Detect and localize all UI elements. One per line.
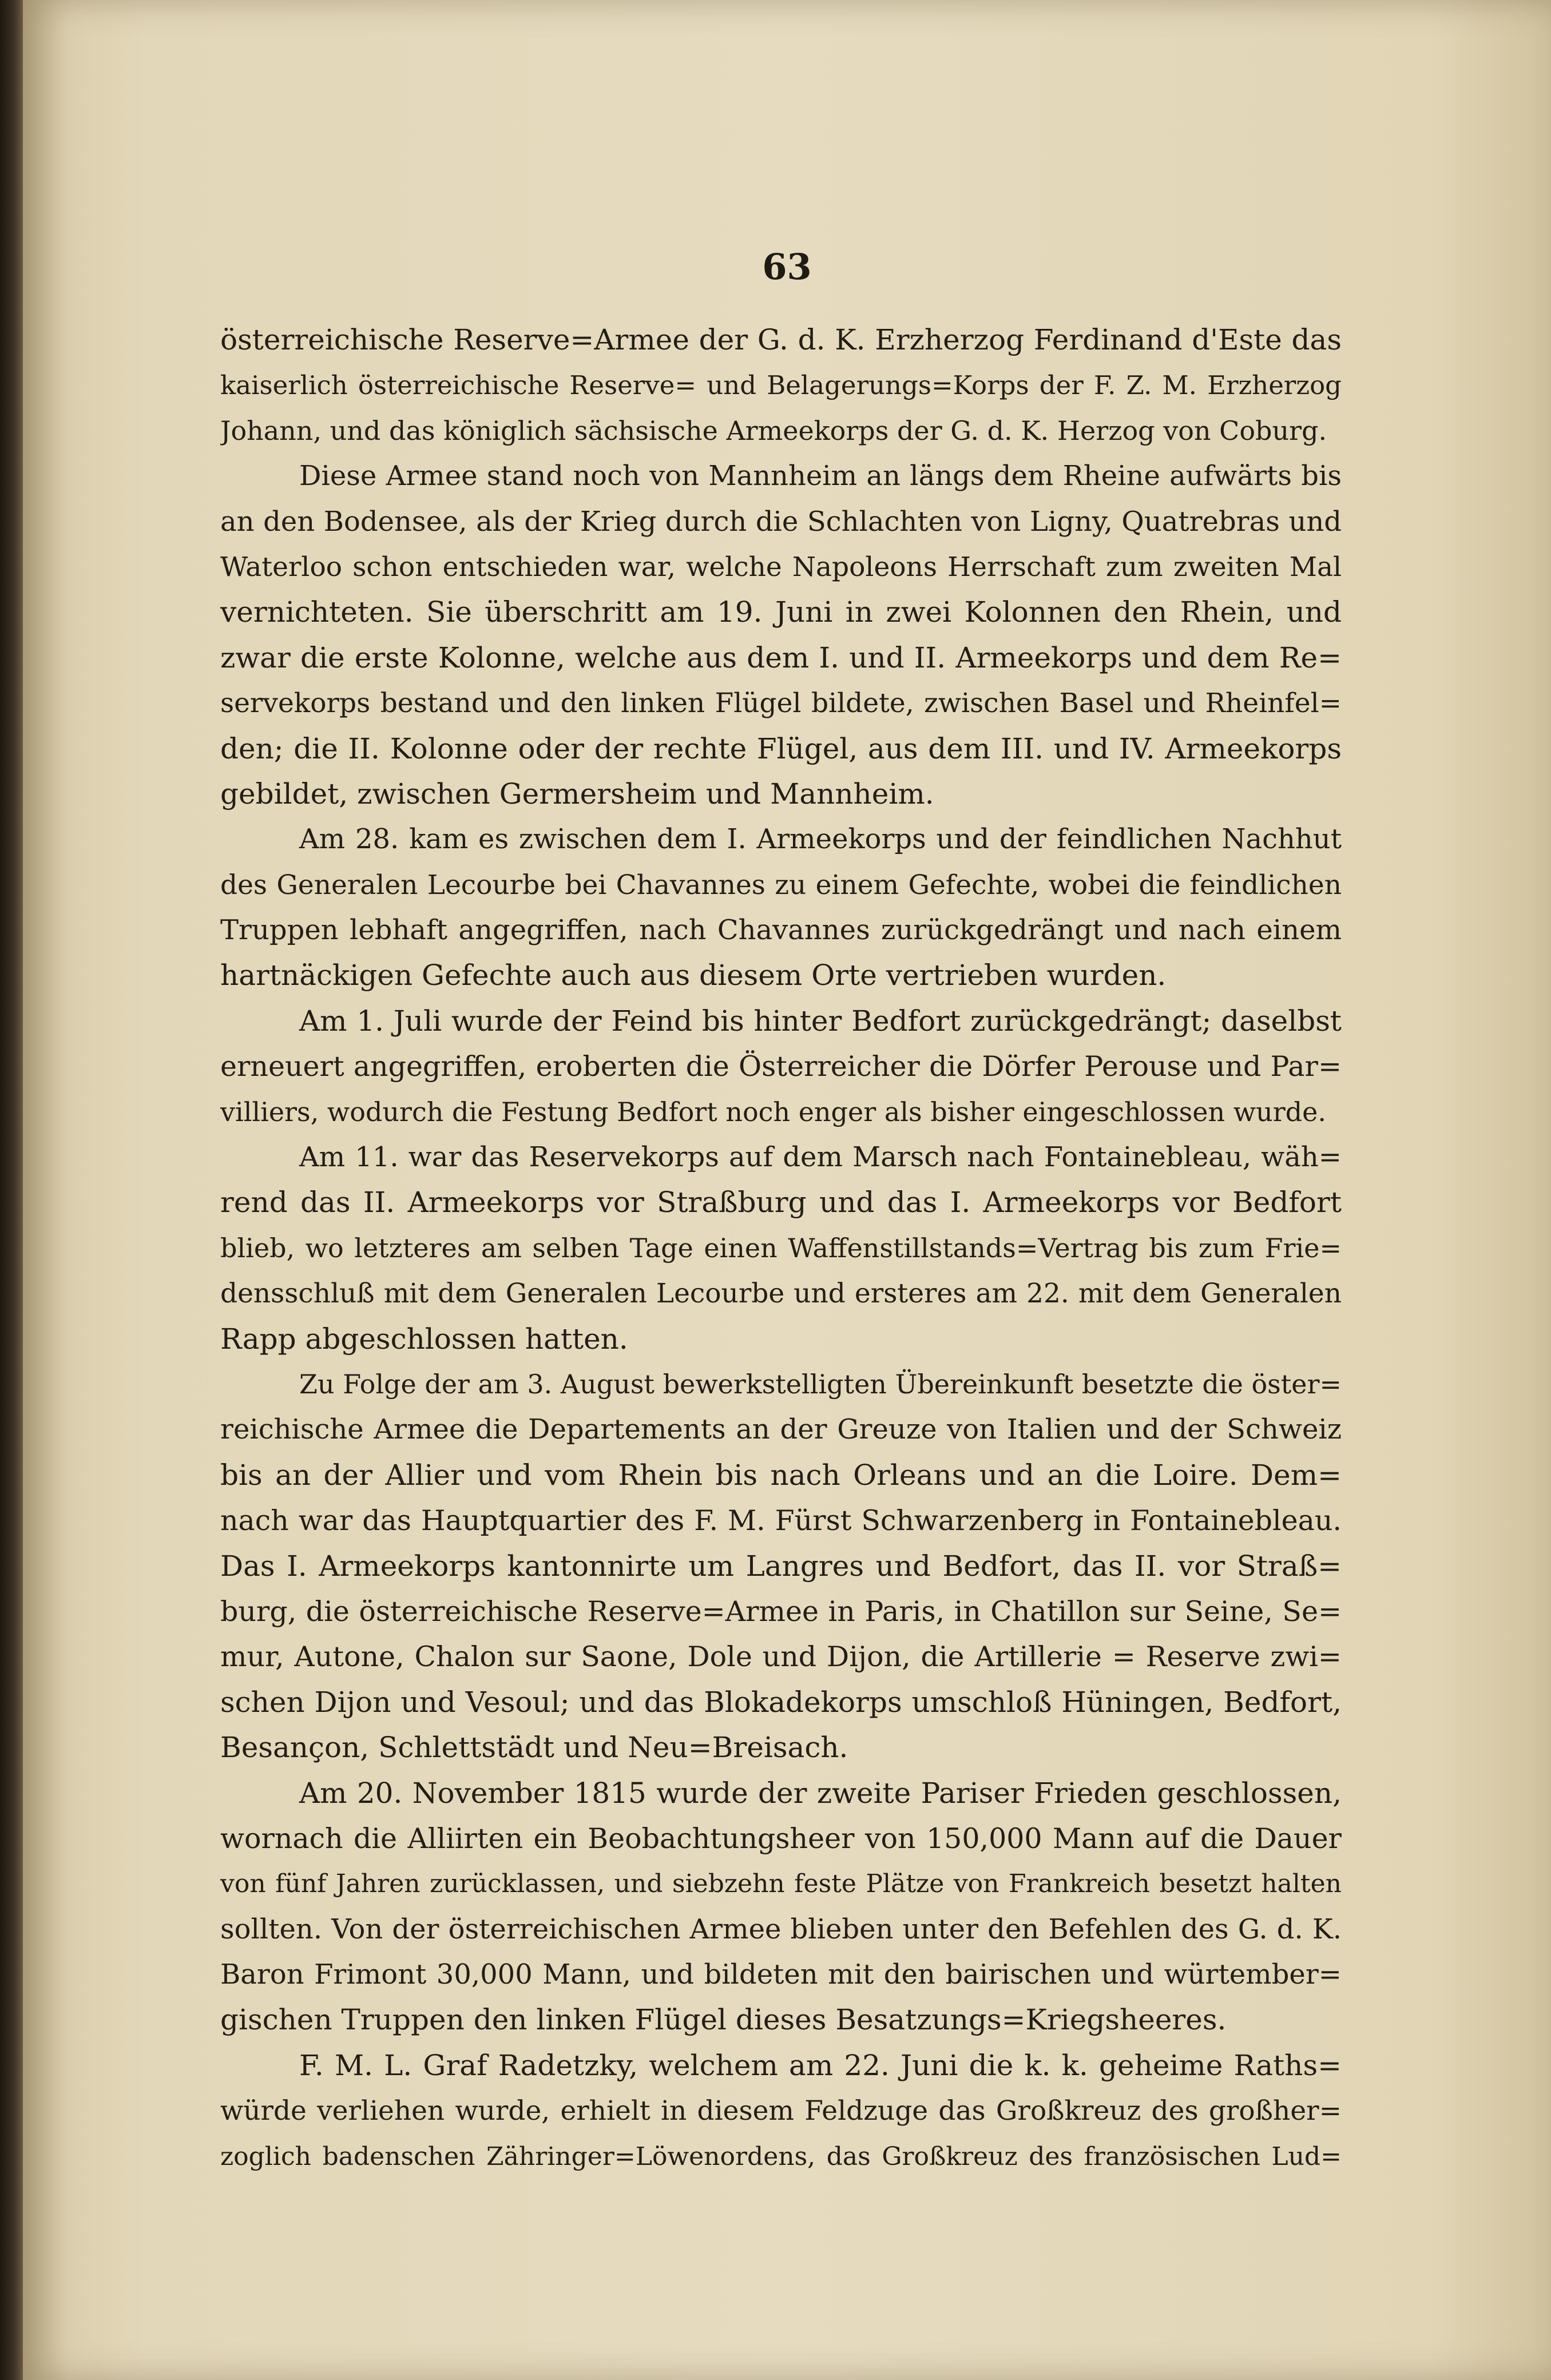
text-line: zoglich badenschen Zähringer=Löwenordens, das Großkreuz des französischen Lud=	[220, 2141, 1342, 2171]
text-line: kaiserlich österreichische Reserve= und Belagerungs=Korps der F. Z. M. Erzherzog	[220, 370, 1342, 401]
book-page	[23, 0, 1551, 2380]
text-line: wornach die Alliirten ein Beobachtungsheer von 150,000 Mann auf die Dauer	[220, 1822, 1342, 1855]
book-binding-edge	[0, 0, 23, 2380]
page-number: 63	[762, 246, 812, 288]
text-line: villiers, wodurch die Festung Bedfort noch enger als bisher eingeschlossen wurde.	[220, 1096, 1327, 1127]
paragraph	[220, 1771, 1342, 2043]
text-line: sollten. Von der österreichischen Armee blieben unter den Befehlen des G. d. K.	[220, 1913, 1342, 1945]
text-line: densschluß mit dem Generalen Lecourbe und ersteres am 22. mit dem Generalen	[220, 1278, 1342, 1310]
paragraph	[220, 1135, 1342, 1362]
text-line: Am 20. November 1815 wurde der zweite Pariser Frieden geschlossen,	[299, 1776, 1342, 1810]
text-line: an den Bodensee, als der Krieg durch die Schlachten von Ligny, Quatrebras und	[220, 505, 1342, 538]
text-line: hartnäckigen Gefechte auch aus diesem Orte vertrieben wurden.	[220, 959, 1167, 992]
paragraph	[220, 317, 1342, 454]
paragraph	[220, 454, 1342, 817]
text-line: den; die II. Kolonne oder der rechte Flügel, aus dem III. und IV. Armeekorps	[220, 732, 1342, 765]
text-line: erneuert angegriffen, eroberten die Österreicher die Dörfer Perouse und Par=	[220, 1050, 1342, 1083]
text-line: würde verliehen wurde, erhielt in diesem Feldzuge das Großkreuz des großher=	[220, 2095, 1342, 2127]
text-line: gischen Truppen den linken Flügel dieses Besatzungs=Kriegsheeres.	[220, 2003, 1227, 2037]
text-line: bis an der Allier und vom Rhein bis nach Orleans und an die Loire. Dem=	[220, 1458, 1342, 1492]
text-line: zwar die erste Kolonne, welche aus dem I. und II. Armeekorps und dem Re=	[220, 641, 1342, 674]
text-line: Am 11. war das Reservekorps auf dem Marsch nach Fontainebleau, wäh=	[299, 1141, 1342, 1174]
text-line: österreichische Reserve=Armee der G. d. K. Erzherzog Ferdinand d'Este das	[220, 323, 1342, 356]
text-line: des Generalen Lecourbe bei Chavannes zu einem Gefechte, wobei die feindlichen	[220, 869, 1342, 901]
text-line: Rapp abgeschlossen hatten.	[220, 1322, 628, 1356]
text-line: Am 1. Juli wurde der Feind bis hinter Bedfort zurückgedrängt; daselbst	[299, 1004, 1342, 1038]
text-line: Waterloo schon entschieden war, welche Napoleons Herrschaft zum zweiten Mal	[220, 551, 1342, 583]
paragraph	[220, 1362, 1342, 1771]
text-line: F. M. L. Graf Radetzky, welchem am 22. Juni die k. k. geheime Raths=	[299, 2048, 1342, 2082]
text-line: nach war das Hauptquartier des F. M. Fürst Schwarzenberg in Fontainebleau.	[220, 1504, 1342, 1537]
text-line: rend das II. Armeekorps vor Straßburg und das I. Armeekorps vor Bedfort	[220, 1186, 1342, 1219]
text-line: von fünf Jahren zurücklassen, und siebzehn feste Plätze von Frankreich besetzt halten	[220, 1869, 1342, 1899]
text-line: mur, Autone, Chalon sur Saone, Dole und Dijon, die Artillerie = Reserve zwi=	[220, 1640, 1342, 1674]
text-line: Zu Folge der am 3. August bewerkstelligten Übereinkunft besetzte die öster=	[299, 1368, 1342, 1400]
text-line: Am 28. kam es zwischen dem I. Armeekorps und der feindlichen Nachhut	[299, 823, 1342, 856]
text-line: Truppen lebhaft angegriffen, nach Chavannes zurückgedrängt und nach einem	[220, 914, 1342, 947]
paragraph	[220, 817, 1342, 999]
text-line: Baron Frimont 30,000 Mann, und bildeten mit den bairischen und würtember=	[220, 1958, 1342, 1991]
text-line: gebildet, zwischen Germersheim und Mannheim.	[220, 777, 934, 810]
paragraph	[220, 999, 1342, 1135]
text-line: vernichteten. Sie überschritt am 19. Juni in zwei Kolonnen den Rhein, und	[220, 595, 1342, 629]
text-line: Besançon, Schlettstädt und Neu=Breisach.	[220, 1731, 848, 1765]
text-line: blieb, wo letzteres am selben Tage einen Waffenstillstands=Vertrag bis zum Frie=	[220, 1232, 1342, 1263]
paragraph	[220, 2043, 1342, 2179]
text-line: reichische Armee die Departements an der Greuze von Italien und der Schweiz	[220, 1413, 1342, 1446]
text-line: Johann, und das königlich sächsische Armeekorps der G. d. K. Herzog von Coburg.	[220, 415, 1327, 446]
text-line: servekorps bestand und den linken Flügel bildete, zwischen Basel und Rheinfel=	[220, 688, 1342, 720]
body-text	[220, 317, 1342, 2179]
text-line: schen Dijon und Vesoul; und das Blokadekorps umschloß Hüningen, Bedfort,	[220, 1685, 1342, 1719]
text-line: Das I. Armeekorps kantonnirte um Langres und Bedfort, das II. vor Straß=	[220, 1549, 1342, 1583]
text-line: Diese Armee stand noch von Mannheim an längs dem Rheine aufwärts bis	[299, 460, 1342, 492]
text-line: burg, die österreichische Reserve=Armee in Paris, in Chatillon sur Seine, Se=	[220, 1595, 1342, 1628]
